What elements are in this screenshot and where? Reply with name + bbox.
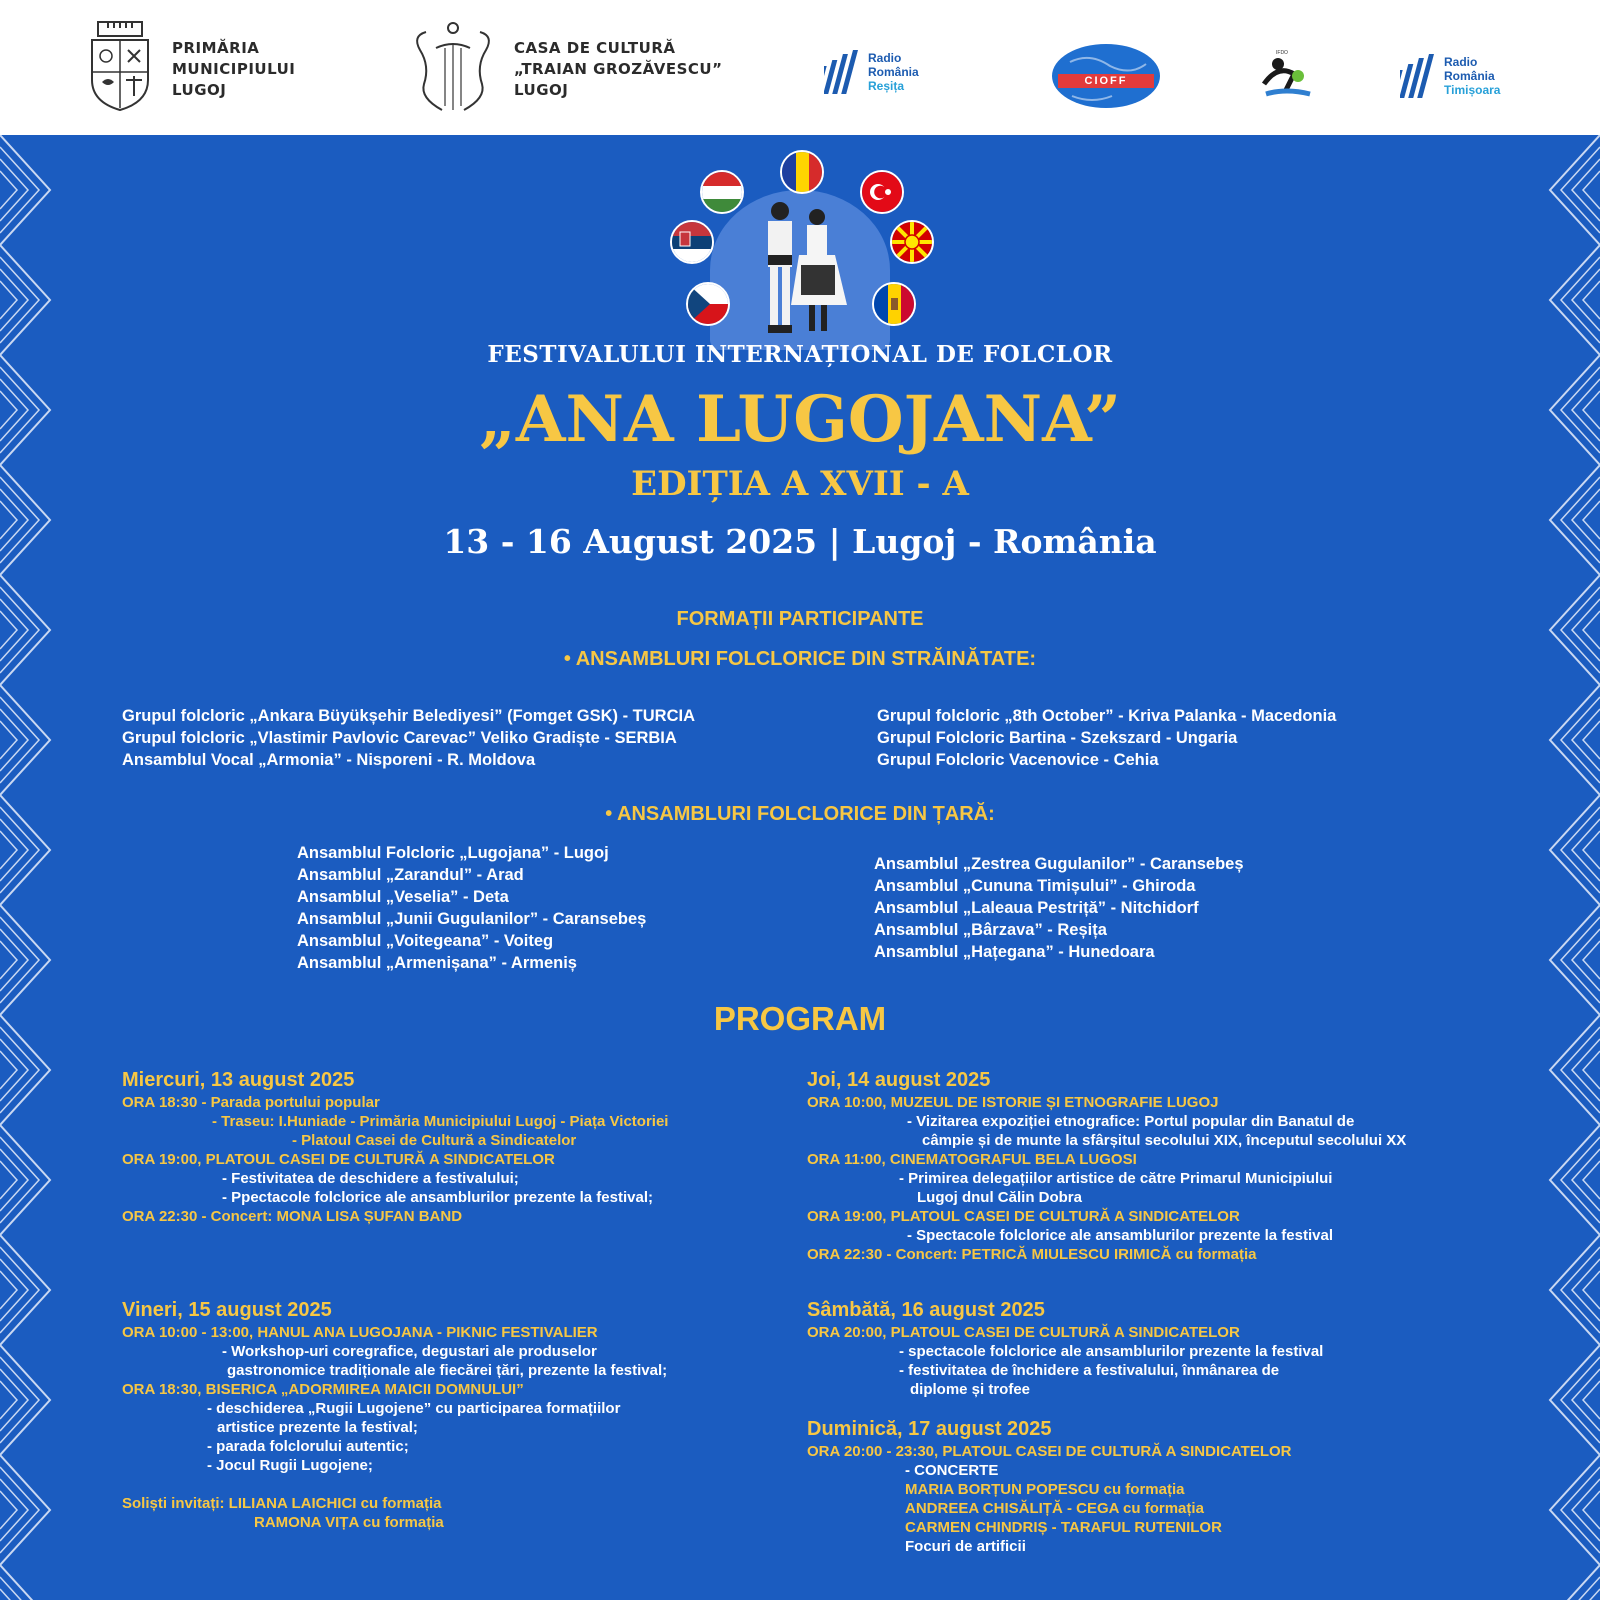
program-line: RAMONA VIȚA cu formația <box>254 1514 444 1531</box>
program-line: ORA 20:00 - 23:30, PLATOUL CASEI DE CULTURĂ A SINDICATELOR <box>807 1443 1292 1460</box>
list-item: Grupul folcloric „8th October” - Kriva Palanka - Macedonia <box>877 707 1337 725</box>
list-item: Ansamblul „Laleaua Pestriță” - Nitchidorf <box>874 899 1199 917</box>
program-line: ORA 10:00, MUZEUL DE ISTORIE ȘI ETNOGRAFIE LUGOJ <box>807 1094 1219 1111</box>
program-line: - Spectacole folclorice ale ansamblurilor prezente la festival <box>907 1227 1333 1244</box>
program-day-friday <box>122 1297 667 1532</box>
program-line: ORA 18:30, BISERICA „ADORMIREA MAICII DOMNULUI” <box>122 1381 524 1398</box>
program-day-heading: Miercuri, 13 august 2025 <box>122 1069 355 1091</box>
festival-subtitle: FESTIVALULUI INTERNAȚIONAL DE FOLCLOR <box>487 341 1113 368</box>
cioff-logo <box>1050 42 1162 110</box>
abroad-ensembles-left <box>122 705 695 771</box>
program-line: ORA 19:00, PLATOUL CASEI DE CULTURĂ A SINDICATELOR <box>807 1208 1240 1225</box>
casa-line-3: LUGOJ <box>514 81 569 99</box>
primaria-line-1: PRIMĂRIA <box>172 39 260 57</box>
program-day-heading: Sâmbătă, 16 august 2025 <box>807 1299 1045 1321</box>
serbia-flag-icon <box>670 220 714 264</box>
program-line: ORA 22:30 - Concert: PETRICĂ MIULESCU IRIMICĂ cu formația <box>807 1246 1257 1263</box>
radio-timisoara-text <box>1444 55 1500 97</box>
list-item: Ansamblul Folcloric „Lugojana” - Lugoj <box>297 844 609 862</box>
list-item: Ansamblul „Bârzava” - Reșița <box>874 921 1107 939</box>
abroad-ensembles-title: • ANSAMBLURI FOLCLORICE DIN STRĂINĂTATE: <box>563 648 1037 670</box>
program-line: - deschiderea „Rugii Lugojene” cu participarea formațiilor <box>207 1400 621 1417</box>
program-line: ORA 22:30 - Concert: MONA LISA ȘUFAN BAND <box>122 1208 463 1225</box>
turkey-flag-icon <box>860 170 904 214</box>
list-item: Ansamblul „Junii Gugulanilor” - Caransebeș <box>297 910 647 928</box>
program-day-heading: Vineri, 15 august 2025 <box>122 1299 332 1321</box>
program-line: - CONCERTE <box>905 1462 999 1479</box>
radio-resita-text <box>868 51 919 93</box>
list-item: Grupul Folcloric Bartina - Szekszard - Ungaria <box>877 729 1238 747</box>
dates-location: 13 - 16 August 2025 | Lugoj - România <box>443 522 1157 561</box>
program-line: - Jocul Rugii Lugojene; <box>207 1457 373 1474</box>
lugoj-coat-of-arms-icon <box>88 20 152 112</box>
radio-timisoara-line-2: România <box>1444 69 1495 83</box>
program-line: - spectacole folclorice ale ansamblurilor prezente la festival <box>899 1343 1324 1360</box>
list-item: Grupul Folcloric Vacenovice - Cehia <box>877 751 1159 769</box>
program-day-wednesday <box>122 1067 668 1226</box>
primaria-logo-text <box>172 38 295 101</box>
program-line: - Festivitatea de deschidere a festivalului; <box>222 1170 519 1187</box>
program-line: ANDREEA CHISĂLIȚĂ - CEGA cu formația <box>905 1500 1204 1517</box>
program-line: ORA 10:00 - 13:00, HANUL ANA LUGOJANA - PIKNIC FESTIVALIER <box>122 1324 598 1341</box>
program-day-heading: Joi, 14 august 2025 <box>807 1069 991 1091</box>
list-item: Ansamblul „Veselia” - Deta <box>297 888 509 906</box>
flags-and-dancers-emblem <box>670 150 930 350</box>
list-item: Ansamblul „Zarandul” - Arad <box>297 866 524 884</box>
program-line: CARMEN CHINDRIȘ - TARAFUL RUTENILOR <box>905 1519 1222 1536</box>
hungary-flag-icon <box>700 170 744 214</box>
macedonia-flag-icon <box>890 220 934 264</box>
list-item: Ansamblul „Voitegeana” - Voiteg <box>297 932 554 950</box>
program-line: ORA 18:30 - Parada portului popular <box>122 1094 380 1111</box>
radio-romania-timisoara-icon <box>1400 54 1442 100</box>
radio-timisoara-line-3: Timișoara <box>1444 83 1501 97</box>
radio-timisoara-line-1: Radio <box>1444 55 1478 69</box>
lyre-icon <box>412 18 494 116</box>
program-line <box>122 1475 667 1494</box>
domestic-ensembles-right <box>874 853 1244 963</box>
edition-label: EDIȚIA A XVII - A <box>631 464 969 504</box>
list-item: Grupul folcloric „Ankara Büyükșehir Belediyesi” (Fomget GSK) - TURCIA <box>122 707 696 725</box>
list-item: Ansamblul Vocal „Armonia” - Nisporeni - R. Moldova <box>122 751 536 769</box>
abroad-ensembles-right <box>877 705 1336 771</box>
program-line: diplome și trofee <box>910 1381 1031 1398</box>
ifdo-label: IFDO <box>1276 50 1288 56</box>
program-line: - Vizitarea expoziției etnografice: Portul popular din Banatul de <box>907 1113 1355 1130</box>
program-line: Lugoj dnul Călin Dobra <box>917 1189 1082 1206</box>
program-day-heading: Duminică, 17 august 2025 <box>807 1418 1052 1440</box>
festival-name: „ANA LUGOJANA” <box>479 382 1121 457</box>
program-line: gastronomice tradiționale ale fiecărei țări, prezente la festival; <box>227 1362 668 1379</box>
list-item: Ansamblul „Zestrea Gugulanilor” - Caransebeș <box>874 855 1244 873</box>
program-line: Soliști invitați: LILIANA LAICHICI cu formația <box>122 1495 442 1512</box>
program-line: artistice prezente la festival; <box>217 1419 418 1436</box>
program-line: - festivitatea de închidere a festivalului, înmânarea de <box>899 1362 1280 1379</box>
program-line: câmpie și de munte la sfârșitul secolului XIX, începutul secolului XX <box>922 1132 1407 1149</box>
program-line: ORA 20:00, PLATOUL CASEI DE CULTURĂ A SINDICATELOR <box>807 1324 1240 1341</box>
program-line: MARIA BORȚUN POPESCU cu formația <box>905 1481 1185 1498</box>
partner-logos-header <box>0 0 1600 135</box>
casa-line-1: CASA DE CULTURĂ <box>514 39 676 57</box>
program-line: Focuri de artificii <box>905 1538 1026 1555</box>
program-line: - Traseu: I.Huniade - Primăria Municipiului Lugoj - Piața Victoriei <box>212 1113 669 1130</box>
program-line: - Platoul Casei de Cultură a Sindicatelor <box>292 1132 577 1149</box>
primaria-line-3: LUGOJ <box>172 81 227 99</box>
folk-dancers-illustration <box>735 195 865 345</box>
list-item: Ansamblul „Armenișana” - Armeniș <box>297 954 577 972</box>
casa-line-2: „TRAIAN GROZĂVESCU” <box>514 60 723 78</box>
program-day-saturday <box>807 1297 1323 1399</box>
formatii-title: FORMAȚII PARTICIPANTE <box>676 608 924 630</box>
domestic-ensembles-title: • ANSAMBLURI FOLCLORICE DIN ȚARĂ: <box>605 803 995 825</box>
list-item: Ansamblul „Hațegana” - Hunedoara <box>874 943 1155 961</box>
radio-resita-line-1: Radio <box>868 51 902 65</box>
list-item: Grupul folcloric „Vlastimir Pavlovic Carevac” Veliko Gradiște - SERBIA <box>122 729 677 747</box>
program-line: ORA 19:00, PLATOUL CASEI DE CULTURĂ A SINDICATELOR <box>122 1151 555 1168</box>
program-line: ORA 11:00, CINEMATOGRAFUL BELA LUGOSI <box>807 1151 1137 1168</box>
moldova-flag-icon <box>872 282 916 326</box>
list-item: Ansamblul „Cununa Timișului” - Ghiroda <box>874 877 1196 895</box>
ifdo-logo <box>1258 50 1314 102</box>
program-day-sunday <box>807 1416 1292 1556</box>
cioff-label: CIOFF <box>1084 75 1128 87</box>
program-line: - parada folclorului autentic; <box>207 1438 409 1455</box>
casa-de-cultura-logo-text <box>514 38 722 101</box>
program-line: - Workshop-uri coregrafice, degustari ale produselor <box>222 1343 597 1360</box>
radio-resita-line-2: România <box>868 65 919 79</box>
program-title: PROGRAM <box>713 1000 887 1037</box>
program-line: - Ppectacole folclorice ale ansamblurilor prezente la festival; <box>222 1189 653 1206</box>
program-day-thursday <box>807 1067 1406 1264</box>
radio-romania-icon <box>824 50 866 96</box>
program-line: - Primirea delegațiilor artistice de către Primarul Municipiului <box>899 1170 1333 1187</box>
domestic-ensembles-left <box>297 842 646 974</box>
czech-flag-icon <box>686 282 730 326</box>
primaria-line-2: MUNICIPIULUI <box>172 60 296 78</box>
romania-flag-icon <box>780 150 824 194</box>
radio-resita-line-3: Reșița <box>868 79 905 93</box>
